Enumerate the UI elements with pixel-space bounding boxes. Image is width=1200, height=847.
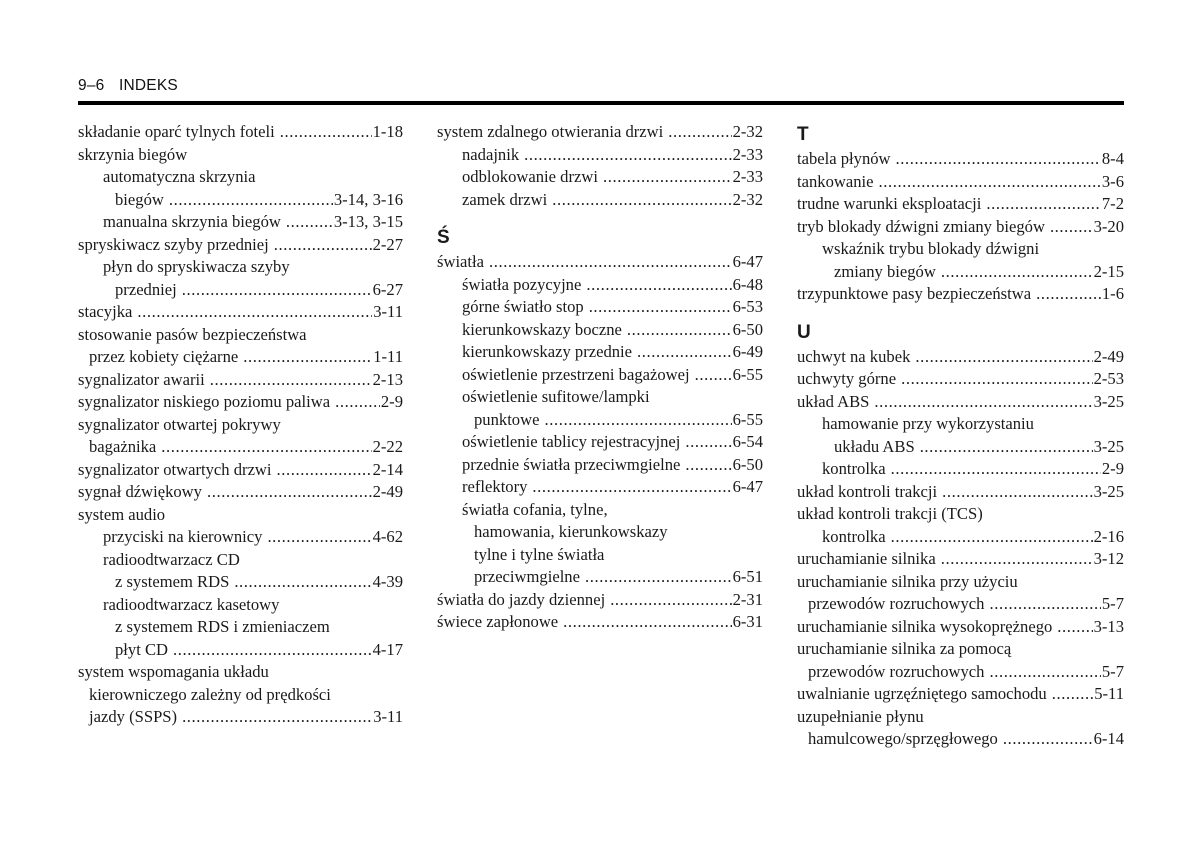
dot-leader: [267, 526, 371, 549]
section-title: INDEKS: [118, 77, 178, 94]
index-entry: [797, 238, 1124, 261]
dot-leader: [286, 211, 333, 234]
index-entry-page: 3-13, 3-15: [333, 212, 403, 231]
index-entry: [797, 368, 1124, 391]
index-entry: [78, 549, 403, 572]
index-entry: [797, 661, 1124, 684]
index-entry: [78, 526, 403, 549]
index-entry: [78, 121, 403, 144]
index-entry-text: układu ABS: [834, 436, 915, 456]
index-column-2: [437, 121, 763, 634]
index-entry-page: 2-33: [732, 167, 763, 186]
index-entry-text: płyt CD: [115, 639, 169, 659]
index-entry: [78, 504, 403, 527]
index-entry: [78, 391, 403, 414]
index-entry: [797, 148, 1124, 171]
index-entry-text: uzupełnianie płynu: [797, 706, 924, 726]
index-entry: [437, 611, 763, 634]
index-entry: [797, 728, 1124, 751]
index-entry-text: hamowanie przy wykorzystaniu: [822, 414, 1034, 433]
index-entry: [437, 409, 763, 432]
index-entry-text: świece zapłonowe: [437, 612, 559, 631]
dot-leader: [695, 364, 732, 387]
index-entry-text: uruchamianie silnika: [797, 549, 936, 568]
index-entry: [78, 234, 403, 257]
index-entry-text: stosowanie pasów bezpieczeństwa: [78, 324, 307, 344]
index-entry-text: uruchamianie silnika za pomocą: [797, 639, 1012, 658]
index-column-3: [797, 121, 1124, 751]
page-number: 9–6: [78, 77, 105, 94]
index-entry: [78, 481, 403, 504]
index-entry: [437, 431, 763, 454]
index-entry-page: 2-32: [732, 189, 763, 209]
index-entry-text: sygnalizator otwartej pokrywy: [78, 414, 281, 434]
index-entry-text: system zdalnego otwierania drzwi: [437, 122, 664, 141]
dot-leader: [335, 391, 380, 414]
index-entry-text: przewodów rozruchowych: [808, 661, 985, 681]
index-entry: [437, 589, 763, 612]
index-entry-text: z systemem RDS: [115, 572, 230, 591]
index-entry-text: nadajnik: [462, 144, 520, 164]
index-entry-page: 6-47: [732, 252, 763, 271]
index-entry-text: światła: [437, 252, 485, 271]
dot-leader: [524, 144, 731, 167]
dot-leader: [603, 166, 732, 189]
index-entry-page: 3-13: [1093, 616, 1124, 636]
index-entry: [78, 594, 403, 617]
index-entry: [78, 211, 403, 234]
index-entry-page: 2-9: [1101, 459, 1124, 478]
index-entry: [78, 436, 403, 459]
index-entry: [797, 458, 1124, 481]
index-entry: [78, 459, 403, 482]
index-column-1: [78, 121, 403, 729]
index-letter-heading: T: [797, 124, 809, 145]
index-letter-heading: U: [797, 321, 811, 343]
dot-leader: [891, 458, 1101, 481]
index-entry-page: 3-25: [1093, 391, 1124, 411]
index-entry-text: światła pozycyjne: [462, 274, 582, 294]
index-entry: [797, 436, 1124, 459]
index-entry-text: przednie światła przeciwmgielne: [462, 454, 681, 474]
dot-leader: [942, 481, 1092, 504]
index-entry: [797, 193, 1124, 216]
index-entry-page: 6-47: [732, 477, 763, 496]
dot-leader: [901, 368, 1093, 391]
index-entry-text: przyciski na kierownicy: [103, 527, 263, 546]
index-entry: [437, 544, 763, 567]
index-entry-text: system audio: [78, 504, 166, 524]
index-entry: [78, 189, 403, 212]
index-entry: [797, 571, 1124, 594]
index-entry-text: sygnalizator otwartych drzwi: [78, 459, 272, 479]
index-entry: [78, 324, 403, 347]
index-entry: [78, 144, 403, 167]
index-entry-text: trzypunktowe pasy bezpieczeństwa: [797, 284, 1032, 303]
dot-leader: [552, 189, 731, 212]
index-entry-page: 3-11: [373, 302, 403, 321]
dot-leader: [1036, 283, 1101, 306]
index-entry: [797, 706, 1124, 729]
index-entry: [797, 216, 1124, 239]
dot-leader: [989, 593, 1100, 616]
index-entry-text: tabela płynów: [797, 149, 891, 168]
index-entry-text: przez kobiety ciężarne: [89, 347, 239, 366]
index-entry-page: 2-33: [732, 144, 763, 164]
index-entry-page: 3-25: [1093, 481, 1124, 501]
index-entry-text: zmiany biegów: [834, 261, 936, 281]
index-entry-text: światła do jazdy dziennej: [437, 589, 606, 609]
dot-leader: [610, 589, 731, 612]
index-entry-page: 4-62: [372, 527, 403, 546]
index-entry-text: spryskiwacz szyby przedniej: [78, 234, 269, 254]
index-entry-page: 2-31: [732, 589, 763, 609]
dot-leader: [532, 476, 731, 499]
index-entry: [797, 683, 1124, 706]
index-entry-text: wskaźnik trybu blokady dźwigni: [822, 239, 1040, 258]
index-entry-text: układ ABS: [797, 391, 870, 411]
index-entry: [78, 639, 403, 662]
index-entry: [78, 661, 403, 684]
index-entry-text: punktowe: [474, 409, 540, 429]
index-entry-text: hamowania, kierunkowskazy: [474, 522, 668, 541]
dot-leader: [874, 391, 1092, 414]
index-entry: [78, 256, 403, 279]
index-entry: [437, 566, 763, 589]
index-entry-text: sygnał dźwiękowy: [78, 482, 202, 501]
index-entry: [797, 526, 1124, 549]
index-entry-text: układ kontroli trakcji: [797, 481, 938, 501]
index-entry-text: oświetlenie tablicy rejestracyjnej: [462, 432, 681, 451]
header-rule: [78, 101, 1124, 105]
index-entry-page: 2-32: [732, 122, 763, 141]
dot-leader: [637, 341, 732, 364]
dot-leader: [274, 234, 372, 257]
index-entry-text: kierunkowskazy przednie: [462, 342, 633, 361]
index-entry-text: przedniej: [115, 279, 177, 299]
index-entry: [437, 319, 763, 342]
index-entry-text: trudne warunki eksploatacji: [797, 194, 982, 213]
index-entry-text: uchwyt na kubek: [797, 346, 911, 366]
dot-leader: [169, 189, 333, 212]
index-entry: [437, 499, 763, 522]
index-entry: [797, 593, 1124, 616]
index-entry: [437, 121, 763, 144]
index-entry-page: 1-18: [372, 122, 403, 141]
index-entry-text: oświetlenie sufitowe/lampki: [462, 387, 650, 406]
index-entry: [797, 413, 1124, 436]
index-entry: [437, 274, 763, 297]
index-entry: [797, 283, 1124, 306]
dot-leader: [182, 279, 372, 302]
index-entry-text: tankowanie: [797, 171, 874, 191]
index-entry-page: 5-11: [1094, 684, 1124, 703]
index-entry: [437, 144, 763, 167]
index-entry-text: sygnalizator awarii: [78, 369, 205, 389]
dot-leader: [563, 611, 731, 634]
index-entry-page: 3-6: [1101, 171, 1124, 191]
dot-leader: [1050, 216, 1093, 239]
index-entry-page: 1-11: [373, 347, 403, 366]
index-entry-text: składanie oparć tylnych foteli: [78, 122, 275, 141]
index-entry-page: 2-13: [372, 369, 403, 389]
index-entry: [437, 251, 763, 274]
index-entry: [78, 166, 403, 189]
index-entry-page: 2-22: [372, 437, 403, 456]
index-entry-page: 5-7: [1101, 594, 1124, 613]
index-entry-page: 6-27: [372, 279, 403, 299]
index-entry-text: zamek drzwi: [462, 189, 548, 209]
index-entry-text: bagażnika: [89, 437, 157, 456]
index-entry: [78, 301, 403, 324]
index-entry: [797, 171, 1124, 194]
index-entry-text: kierunkowskazy boczne: [462, 319, 622, 339]
dot-leader: [879, 171, 1101, 194]
dot-leader: [589, 296, 732, 319]
index-entry: [437, 166, 763, 189]
index-entry-page: 6-31: [732, 612, 763, 631]
index-entry: [437, 476, 763, 499]
dot-leader: [989, 661, 1100, 684]
index-entry-page: 7-2: [1101, 194, 1124, 213]
dot-leader: [920, 436, 1093, 459]
index-entry-page: 2-16: [1093, 526, 1124, 546]
index-entry: [78, 684, 403, 707]
dot-leader: [585, 566, 732, 589]
index-entry-page: 6-51: [732, 567, 763, 586]
index-entry-page: 2-9: [380, 392, 403, 411]
index-entry-text: tylne i tylne światła: [474, 544, 605, 564]
index-entry: [78, 616, 403, 639]
index-entry-page: 2-53: [1093, 369, 1124, 388]
index-entry: [78, 279, 403, 302]
index-entry-page: 1-6: [1101, 284, 1124, 303]
dot-leader: [544, 409, 731, 432]
section-gap: [437, 211, 763, 224]
index-entry-page: 2-15: [1093, 261, 1124, 281]
dot-leader: [137, 301, 372, 324]
index-entry-page: 6-49: [732, 342, 763, 361]
dot-leader: [668, 121, 731, 144]
page-header: [78, 77, 178, 95]
index-entry-page: 4-17: [372, 639, 403, 659]
index-entry-text: uwalnianie ugrzęźniętego samochodu: [797, 684, 1047, 703]
index-entry: [78, 346, 403, 369]
index-entry: [437, 296, 763, 319]
index-entry-page: 3-11: [373, 707, 403, 726]
index-entry-page: 2-14: [372, 459, 403, 479]
index-entry-text: odblokowanie drzwi: [462, 167, 598, 186]
index-entry: [437, 189, 763, 212]
index-entry-text: jazdy (SSPS): [89, 707, 178, 726]
index-entry-page: 8-4: [1101, 149, 1124, 168]
index-entry-page: 3-12: [1093, 549, 1124, 568]
dot-leader: [941, 548, 1093, 571]
index-entry-text: tryb blokady dźwigni zmiany biegów: [797, 216, 1045, 236]
dot-leader: [489, 251, 732, 274]
index-entry-text: biegów: [115, 189, 164, 209]
index-entry-page: 6-48: [732, 274, 763, 294]
index-entry-text: stacyjka: [78, 302, 133, 321]
dot-leader: [685, 454, 731, 477]
dot-leader: [277, 459, 372, 482]
index-entry-page: 6-53: [732, 297, 763, 316]
index-entry-page: 6-14: [1093, 729, 1124, 748]
index-entry-page: 6-55: [732, 409, 763, 429]
index-entry-text: przeciwmgielne: [474, 567, 580, 586]
index-entry-text: płyn do spryskiwacza szyby: [103, 257, 290, 276]
index-entry-page: 6-55: [732, 364, 763, 384]
index-entry: [437, 364, 763, 387]
index-entry-text: górne światło stop: [462, 297, 584, 316]
dot-leader: [210, 369, 372, 392]
index-entry-text: reflektory: [462, 477, 528, 496]
dot-leader: [280, 121, 372, 144]
dot-leader: [207, 481, 372, 504]
index-entry-page: 3-20: [1093, 216, 1124, 236]
index-entry-text: kontrolka: [822, 459, 886, 478]
index-entry-text: przewodów rozruchowych: [808, 594, 985, 613]
dot-leader: [173, 639, 372, 662]
index-entry-page: 6-50: [732, 319, 763, 339]
section-gap: [797, 306, 1124, 319]
dot-leader: [891, 526, 1093, 549]
index-entry-text: uruchamianie silnika wysokoprężnego: [797, 616, 1053, 636]
index-entry-page: 6-54: [732, 432, 763, 451]
index-entry: [78, 571, 403, 594]
index-entry-text: hamulcowego/sprzęgłowego: [808, 729, 998, 748]
index-entry-text: uchwyty górne: [797, 369, 897, 388]
index-entry: [797, 261, 1124, 284]
index-letter-heading: Ś: [437, 227, 450, 248]
index-entry-page: 3-25: [1093, 436, 1124, 456]
index-entry-page: 4-39: [372, 572, 403, 591]
index-entry-text: kontrolka: [822, 526, 886, 546]
index-entry: [797, 391, 1124, 414]
index-entry-page: 3-14, 3-16: [333, 189, 403, 209]
index-entry-text: radioodtwarzacz CD: [103, 549, 240, 569]
dot-leader: [1052, 683, 1093, 706]
index-entry-text: system wspomagania układu: [78, 662, 269, 681]
index-entry-text: radioodtwarzacz kasetowy: [103, 594, 280, 614]
index-entry-text: uruchamianie silnika przy użyciu: [797, 571, 1018, 591]
dot-leader: [627, 319, 732, 342]
index-entry-text: z systemem RDS i zmieniaczem: [115, 617, 330, 636]
index-entry-page: 5-7: [1101, 661, 1124, 681]
index-entry: [797, 616, 1124, 639]
index-entry-text: układ kontroli trakcji (TCS): [797, 504, 983, 523]
index-entry-text: kierowniczego zależny od prędkości: [89, 684, 331, 704]
dot-leader: [586, 274, 731, 297]
index-entry-page: 2-27: [372, 234, 403, 254]
dot-leader: [941, 261, 1093, 284]
index-entry: [78, 414, 403, 437]
index-entry: [437, 386, 763, 409]
index-entry-text: światła cofania, tylne,: [462, 499, 608, 519]
dot-leader: [685, 431, 731, 454]
dot-leader: [182, 706, 372, 729]
dot-leader: [986, 193, 1101, 216]
index-entry-text: oświetlenie przestrzeni bagażowej: [462, 364, 690, 384]
index-entry: [797, 346, 1124, 369]
index-entry: [797, 503, 1124, 526]
dot-leader: [1003, 728, 1093, 751]
index-entry-text: skrzynia biegów: [78, 144, 188, 164]
dot-leader: [1057, 616, 1092, 639]
index-entry-page: 2-49: [372, 482, 403, 501]
index-entry: [797, 548, 1124, 571]
index-entry-page: 6-50: [732, 454, 763, 474]
index-entry-text: manualna skrzynia biegów: [103, 212, 281, 231]
dot-leader: [243, 346, 372, 369]
index-entry: [437, 521, 763, 544]
index-entry: [437, 341, 763, 364]
index-entry: [797, 638, 1124, 661]
dot-leader: [915, 346, 1092, 369]
index-entry-text: sygnalizator niskiego poziomu paliwa: [78, 392, 331, 411]
dot-leader: [234, 571, 371, 594]
index-entry: [78, 706, 403, 729]
dot-leader: [161, 436, 371, 459]
index-entry-text: automatyczna skrzynia: [103, 167, 256, 186]
index-entry-page: 2-49: [1093, 346, 1124, 366]
index-entry: [797, 481, 1124, 504]
dot-leader: [896, 148, 1101, 171]
index-entry: [437, 454, 763, 477]
index-entry: [78, 369, 403, 392]
